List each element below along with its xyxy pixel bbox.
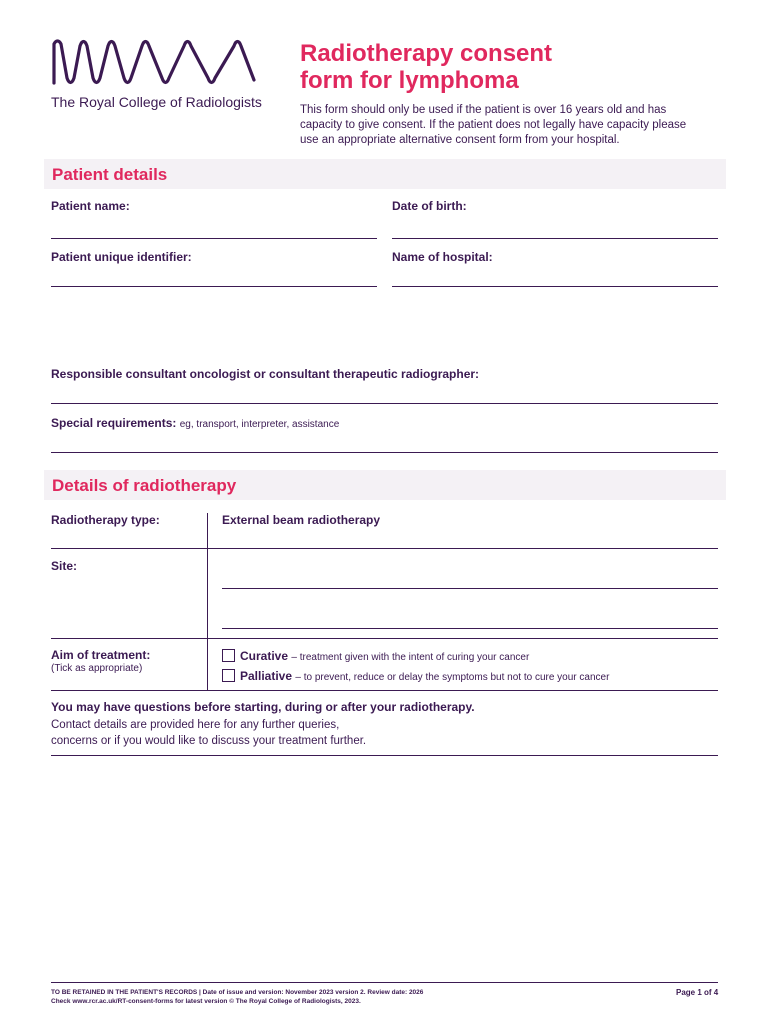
hospital-label: Name of hospital:: [392, 250, 493, 264]
page-number: Page 1 of 4: [676, 988, 719, 997]
patient-name-label: Patient name:: [51, 199, 130, 213]
special-req-hint: eg, transport, interpreter, assistance: [179, 419, 340, 430]
questions-line-2: concerns or if you would like to discuss your treatment further.: [51, 735, 367, 747]
rcr-logo: [50, 38, 260, 88]
palliative-label: Palliative: [240, 669, 293, 683]
site-label: Site:: [51, 559, 78, 573]
patient-name-field[interactable]: [51, 238, 377, 239]
aim-label: Aim of treatment:: [51, 648, 151, 662]
radiotherapy-type-value: External beam radiotherapy: [222, 513, 381, 527]
radiotherapy-type-label: Radiotherapy type:: [51, 513, 160, 527]
footer-divider: [51, 982, 718, 983]
questions-line-1: Contact details are provided here for any further queries,: [51, 719, 340, 731]
curative-description: – treatment given with the intent of curing your cancer: [291, 652, 530, 663]
footer-line-1: TO BE RETAINED IN THE PATIENT'S RECORDS | Date of issue and version: November 2023 version 2. Review date: 2026: [51, 989, 424, 996]
row-divider-site: [51, 638, 718, 639]
questions-heading: You may have questions before starting, during or after your radiotherapy.: [51, 700, 475, 714]
aim-hint: (Tick as appropriate): [51, 663, 143, 674]
patient-id-label: Patient unique identifier:: [51, 250, 192, 264]
org-name: The Royal College of Radiologists: [51, 94, 262, 110]
radiotherapy-details-heading: Details of radiotherapy: [52, 476, 237, 495]
consultant-field[interactable]: [51, 403, 718, 404]
patient-id-field[interactable]: [51, 286, 377, 287]
footer-text: [51, 988, 423, 1006]
site-field-line-2[interactable]: [222, 628, 718, 629]
palliative-option: [240, 669, 609, 683]
questions-field[interactable]: [51, 755, 718, 756]
curative-label: Curative: [240, 649, 289, 663]
curative-option: [240, 649, 529, 663]
footer-line-2: Check www.rcr.ac.uk/RT-consent-forms for latest version © The Royal College of Radiologists, 2023.: [51, 998, 361, 1005]
special-requirements-field[interactable]: [51, 452, 718, 453]
intro-text: This form should only be used if the patient is over 16 years old and has capacity to give consent. If the patient does not legally have capacity please use an appropriate alternative consent form from your hospital.: [300, 104, 687, 146]
curative-checkbox[interactable]: [222, 649, 235, 662]
title-line-2: form for lymphoma: [300, 67, 519, 94]
row-divider-aim: [51, 690, 718, 691]
title-line-1: Radiotherapy consent: [300, 40, 553, 67]
special-req-title: Special requirements:: [51, 416, 177, 430]
patient-details-heading: Patient details: [52, 165, 168, 184]
hospital-field[interactable]: [392, 286, 718, 287]
site-field-line-1[interactable]: [222, 588, 718, 589]
dob-field[interactable]: [392, 238, 718, 239]
page-title: [300, 40, 552, 94]
column-divider: [207, 513, 208, 690]
dob-label: Date of birth:: [392, 199, 467, 213]
questions-text: [51, 717, 366, 749]
consultant-label: Responsible consultant oncologist or consultant therapeutic radiographer:: [51, 367, 480, 381]
radiotherapy-details-header: [44, 470, 726, 500]
patient-details-header: [44, 159, 726, 189]
palliative-description: – to prevent, reduce or delay the symptoms but not to cure your cancer: [295, 672, 610, 683]
special-requirements-label: [51, 416, 339, 430]
palliative-checkbox[interactable]: [222, 669, 235, 682]
row-divider-type: [51, 548, 718, 549]
